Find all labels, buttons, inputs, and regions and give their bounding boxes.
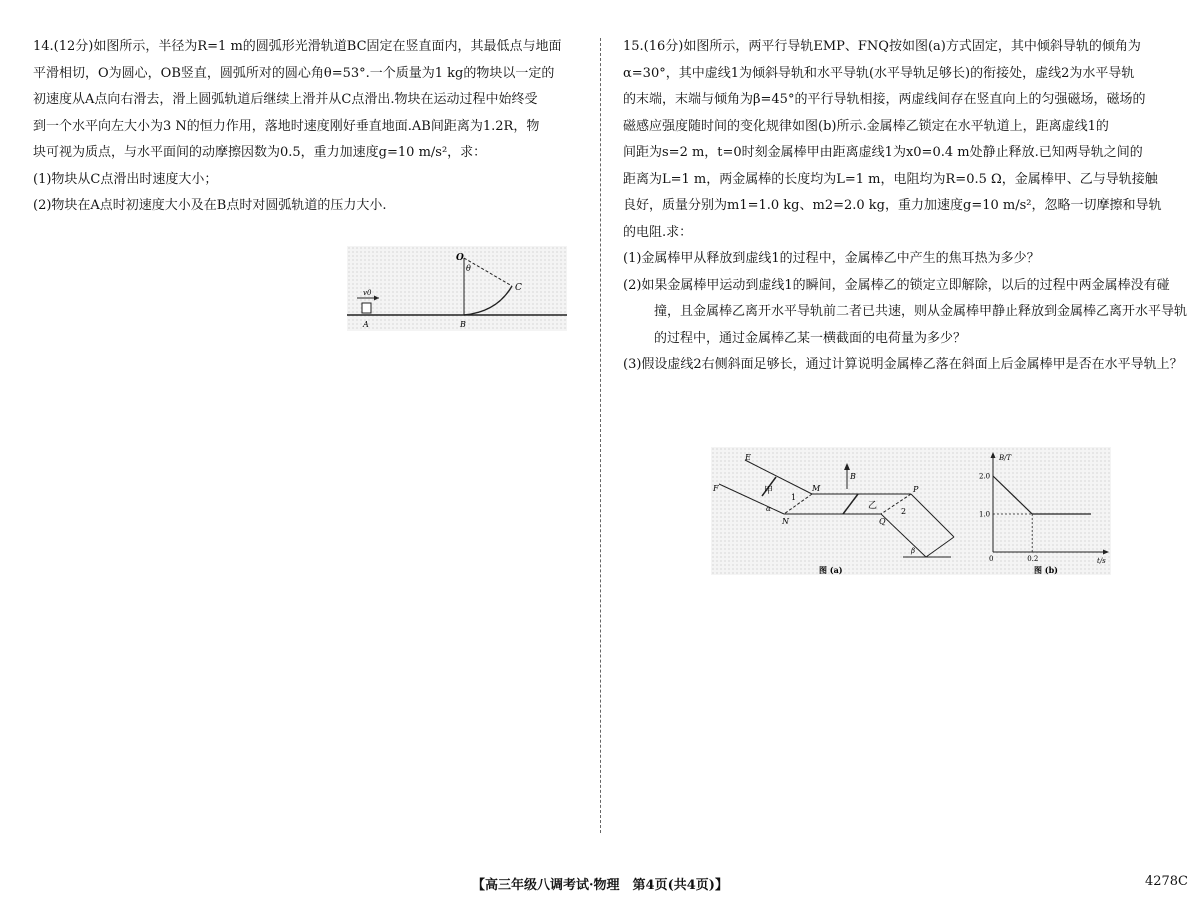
- rail-F-N: [719, 484, 784, 514]
- q15-sub-3: (3)假设虚线2右侧斜面足够长，通过计算说明金属棒乙落在斜面上后金属棒甲是否在水平导轨上？: [623, 357, 1183, 372]
- q14-line-4: 到一个水平向左大小为3 N的恒力作用，落地时速度刚好垂直地面.AB间距离为1.2R，物: [33, 118, 540, 134]
- arc-BC: [464, 286, 512, 315]
- rod-yi: [843, 494, 858, 514]
- label-v0: v0: [363, 289, 372, 297]
- caption-figure-a: 图 (a): [819, 565, 843, 575]
- label-beta: β: [911, 547, 916, 555]
- label-P: P: [913, 485, 919, 494]
- q15-line-5: 间距为s=2 m，t=0时刻金属棒甲由距离虚线1为x0=0.4 m处静止释放.已知两导轨之间的: [623, 145, 1143, 160]
- q15-line-7: 良好，质量分别为m1=1.0 kg、m2=2.0 kg，重力加速度g=10 m/s²，忽略一切摩擦和导轨: [623, 198, 1162, 213]
- incline-Q: [881, 514, 926, 557]
- q15-line-2: α=30°，其中虚线1为倾斜导轨和水平导轨(水平导轨足够长)的衔接处，虚线2为水平导轨: [623, 65, 1135, 81]
- q14-line-2: 平滑相切，O为圆心，OB竖直，圆弧所对的圆心角θ=53°.一个质量为1 kg的物块以一定的: [33, 65, 555, 81]
- label-Q: Q: [879, 517, 886, 526]
- label-theta: θ: [466, 264, 471, 273]
- q15-line-1: 15.(16分)如图所示，两平行导轨EMP、FNQ按如图(a)方式固定，其中倾斜导轨的倾角为: [623, 39, 1141, 54]
- question-14: [33, 34, 573, 220]
- velocity-arrowhead: [374, 296, 379, 301]
- question-15: [623, 34, 1188, 379]
- y-tick-1: 1.0: [979, 510, 991, 519]
- label-A: A: [363, 320, 369, 329]
- label-line-2: 2: [901, 507, 907, 516]
- x-tick-02: 0.2: [1027, 555, 1039, 563]
- dashed-line-1: [784, 494, 812, 514]
- q15-line-3: 的末端，末端与倾角为β=45°的平行导轨相接，两虚线间存在竖直向上的匀强磁场，磁场的: [623, 92, 1146, 107]
- incline-end: [926, 537, 954, 557]
- q15-line-4: 磁感应强度随时间的变化规律如图(b)所示.金属棒乙锁定在水平轨道上，距离虚线1的: [623, 118, 1109, 134]
- y-tick-2: 2.0: [979, 472, 991, 481]
- q15-sub-2: (2)如果金属棒甲运动到虚线1的瞬间，金属棒乙的锁定立即解除，以后的过程中两金属棒没有碰撞，且金属棒乙离开水平导轨前二者已共速，则从金属棒甲静止释放到金属棒乙离开水平导轨的过程中，通过金属棒乙某一横截面的电荷量为多少？: [623, 277, 1188, 346]
- label-C: C: [515, 283, 522, 293]
- field-arrowhead: [844, 463, 850, 470]
- q14-figure-svg: [347, 246, 567, 331]
- dashed-line-2: [881, 494, 911, 514]
- incline-P: [911, 494, 954, 537]
- line-OC: [464, 258, 512, 286]
- series-line: [993, 476, 1091, 514]
- label-jia: 甲: [764, 486, 774, 496]
- caption-figure-b: 图 (b): [1034, 565, 1058, 575]
- label-O: O: [456, 253, 464, 263]
- label-alpha: α: [766, 505, 771, 513]
- q15-line-6: 距离为L=1 m，两金属棒的长度均为L=1 m，电阻均为R=0.5 Ω，金属棒甲、乙与导轨接触: [623, 171, 1158, 187]
- y-axis-arrow: [991, 452, 996, 458]
- q14-sub-2: (2)物块在A点时初速度大小及在B点时对圆弧轨道的压力大小.: [33, 198, 387, 213]
- label-F: F: [713, 484, 719, 493]
- q14-line-1: 14.(12分)如图所示，半径为R=1 m的圆弧形光滑轨道BC固定在竖直面内，其最低点与地面: [33, 39, 562, 54]
- label-line-1: 1: [791, 493, 797, 502]
- label-E: E: [745, 453, 751, 462]
- label-M: M: [812, 484, 821, 493]
- paper-code: 4278C: [1144, 874, 1188, 889]
- q15-figure-svg: [711, 447, 1111, 575]
- y-axis-label: B/T: [999, 454, 1012, 462]
- page-footer: 【高三年级八调考试·物理 第4页(共4页)】: [472, 878, 728, 893]
- block: [362, 303, 371, 313]
- q14-line-5: 块可视为质点，与水平面间的动摩擦因数为0.5，重力加速度g=10 m/s²，求：: [33, 145, 487, 160]
- q15-line-8: 的电阻.求：: [623, 224, 693, 240]
- label-B: B: [460, 320, 466, 329]
- q15-figure: [711, 447, 1111, 575]
- label-yi: 乙: [868, 501, 878, 511]
- q15-sub-1: (1)金属棒甲从释放到虚线1的过程中，金属棒乙中产生的焦耳热为多少？: [623, 251, 1040, 266]
- x-axis-label: t/s: [1097, 557, 1106, 565]
- x-tick-origin: 0: [989, 555, 994, 563]
- q14-sub-1: (1)物块从C点滑出时速度大小；: [33, 171, 218, 187]
- column-divider: [600, 38, 601, 833]
- x-axis-arrow: [1103, 550, 1109, 555]
- label-N: N: [782, 517, 789, 526]
- rail-E-M: [745, 460, 812, 494]
- q14-line-3: 初速度从A点向右滑去，滑上圆弧轨道后继续上滑并从C点滑出.物块在运动过程中始终受: [33, 92, 538, 107]
- b-t-chart: [979, 452, 1109, 575]
- label-field-B: B: [850, 472, 856, 481]
- q14-figure: [347, 246, 567, 331]
